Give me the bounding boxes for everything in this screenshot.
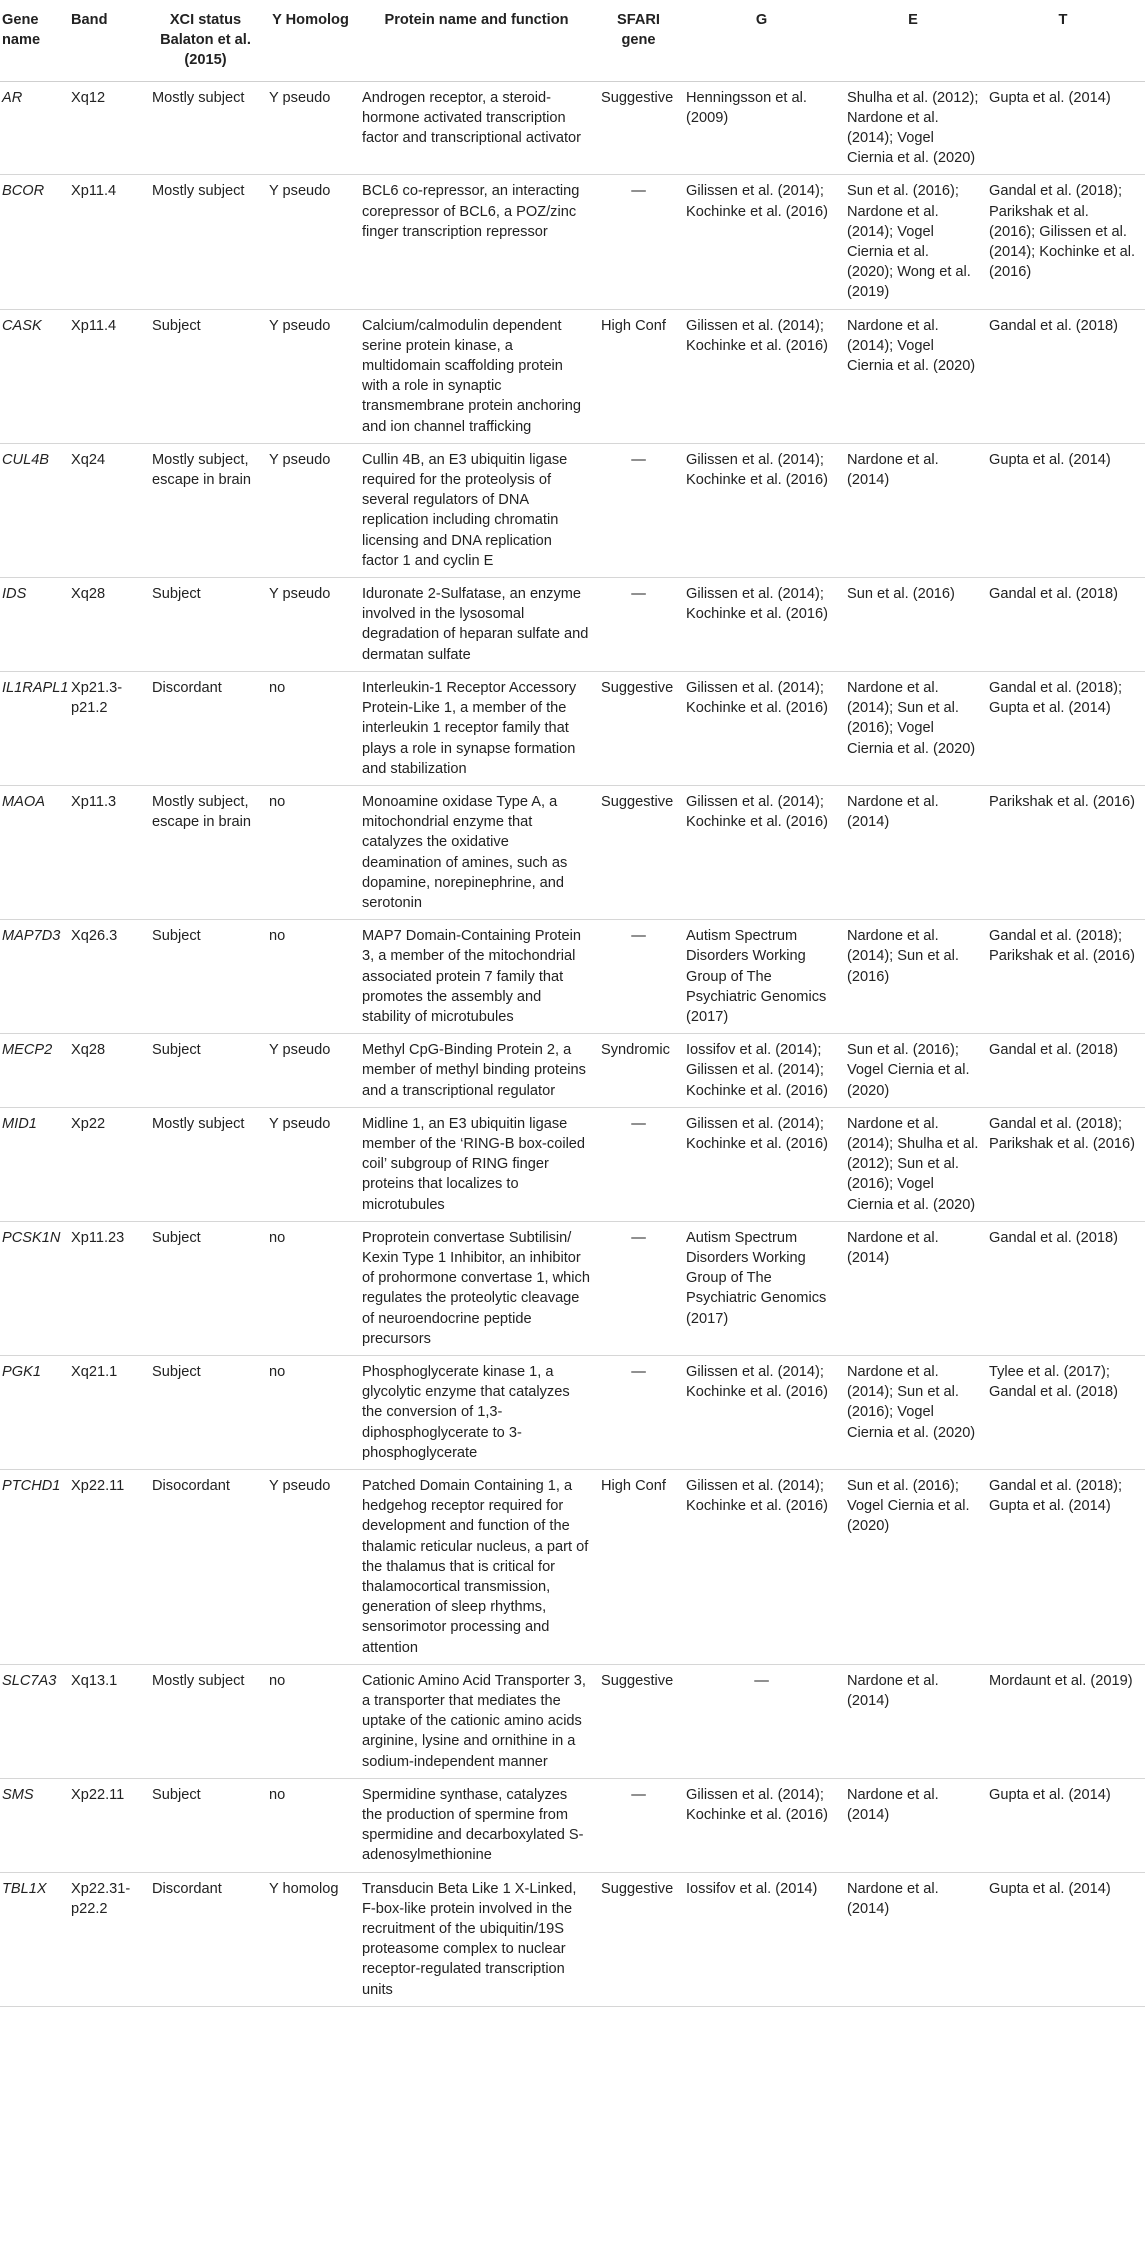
cell-t: Gandal et al. (2018); Parikshak et al. (2016) bbox=[989, 1115, 1136, 1152]
cell-gene-name: BCOR bbox=[2, 183, 45, 200]
cell-y-homolog: Y homolog bbox=[269, 1880, 339, 1897]
cell-g: Iossifov et al. (2014) bbox=[686, 1880, 818, 1897]
cell-y-homolog: no bbox=[269, 1672, 286, 1689]
cell-t: Gupta et al. (2014) bbox=[989, 1880, 1111, 1897]
header-xci-status: XCI status Balaton et al. (2015) bbox=[160, 12, 251, 69]
cell-t: Gandal et al. (2018); Parikshak et al. (2016); Gilissen et al. (2014); Kochinke et al. (2016) bbox=[989, 183, 1136, 281]
cell-t: Gupta et al. (2014) bbox=[989, 451, 1111, 468]
cell-protein-function: Midline 1, an E3 ubiquitin ligase member of the ‘RING-B box-coiled coil’ subgroup of RING finger proteins that localizes to microtubules bbox=[362, 1115, 586, 1213]
cell-e: Nardone et al. (2014); Sun et al. (2016); Vogel Ciernia et al. (2020) bbox=[847, 1363, 976, 1441]
cell-g: Henningsson et al. (2009) bbox=[686, 89, 807, 126]
cell-sfari-gene: — bbox=[631, 586, 646, 603]
cell-e: Sun et al. (2016) bbox=[847, 586, 955, 603]
header-e: E bbox=[908, 12, 918, 28]
cell-protein-function: MAP7 Domain-Containing Protein 3, a member of the mitochondrial associated protein 7 family that promotes the assembly and stability of microtubules bbox=[362, 928, 582, 1025]
cell-sfari-gene: Syndromic bbox=[601, 1042, 670, 1059]
cell-protein-function: Proprotein convertase Subtilisin/ Kexin Type 1 Inhibitor, an inhibitor of prohormone convertase 1, which regulates the proteolytic cleavage of neuroendocrine peptide precursors bbox=[362, 1229, 590, 1347]
cell-t: Gupta et al. (2014) bbox=[989, 89, 1111, 106]
cell-t: Gandal et al. (2018); Parikshak et al. (2016) bbox=[989, 928, 1136, 965]
cell-e: Shulha et al. (2012); Nardone et al. (2014); Vogel Ciernia et al. (2020) bbox=[847, 89, 979, 167]
cell-g: Autism Spectrum Disorders Working Group of The Psychiatric Genomics (2017) bbox=[686, 1229, 827, 1327]
cell-xci-status: Discordant bbox=[152, 1880, 222, 1897]
cell-gene-name: MECP2 bbox=[2, 1042, 53, 1059]
cell-gene-name: PGK1 bbox=[2, 1363, 41, 1380]
cell-gene-name: TBL1X bbox=[2, 1880, 47, 1897]
cell-t: Gandal et al. (2018); Gupta et al. (2014) bbox=[989, 1478, 1123, 1515]
table-header bbox=[0, 0, 1145, 81]
header-row bbox=[0, 0, 1145, 81]
table-row bbox=[0, 785, 1145, 919]
cell-sfari-gene: Suggestive bbox=[601, 679, 674, 696]
cell-xci-status: Subject bbox=[152, 317, 201, 334]
cell-xci-status: Mostly subject bbox=[152, 1115, 245, 1132]
cell-e: Sun et al. (2016); Nardone et al. (2014); Vogel Ciernia et al. (2020); Wong et al. (2019) bbox=[847, 183, 971, 301]
cell-g: Gilissen et al. (2014); Kochinke et al. (2016) bbox=[686, 1363, 828, 1401]
cell-xci-status: Subject bbox=[152, 1363, 201, 1380]
table-row bbox=[0, 1355, 1145, 1469]
cell-gene-name: PCSK1N bbox=[2, 1229, 61, 1246]
cell-e: Nardone et al. (2014); Shulha et al. (2012); Sun et al. (2016); Vogel Ciernia et al. (2020) bbox=[847, 1115, 979, 1213]
cell-xci-status: Subject bbox=[152, 1786, 201, 1803]
table-row bbox=[0, 1778, 1145, 1872]
cell-e: Nardone et al. (2014); Sun et al. (2016) bbox=[847, 928, 959, 985]
cell-band: Xp22 bbox=[71, 1115, 106, 1132]
table-row bbox=[0, 578, 1145, 672]
cell-t: Gandal et al. (2018) bbox=[989, 586, 1118, 603]
cell-gene-name: SLC7A3 bbox=[2, 1672, 57, 1689]
cell-e: Nardone et al. (2014) bbox=[847, 451, 939, 489]
cell-sfari-gene: — bbox=[631, 928, 646, 945]
cell-band: Xq26.3 bbox=[71, 928, 118, 945]
cell-y-homolog: no bbox=[269, 1786, 286, 1803]
header-g: G bbox=[755, 12, 768, 28]
cell-gene-name: CUL4B bbox=[2, 451, 50, 468]
cell-e: Sun et al. (2016); Vogel Ciernia et al. (2020) bbox=[847, 1042, 970, 1099]
table-row bbox=[0, 1221, 1145, 1355]
cell-protein-function: Methyl CpG-Binding Protein 2, a member of methyl binding proteins and a transcriptional regulator bbox=[362, 1042, 586, 1099]
cell-band: Xq28 bbox=[71, 586, 106, 603]
cell-e: Nardone et al. (2014) bbox=[847, 1880, 939, 1917]
cell-gene-name: IDS bbox=[2, 586, 27, 603]
cell-band: Xp22.11 bbox=[71, 1478, 125, 1494]
cell-e: Nardone et al. (2014) bbox=[847, 1786, 939, 1824]
cell-gene-name: IL1RAPL1 bbox=[2, 679, 69, 696]
cell-y-homolog: Y pseudo bbox=[269, 1042, 331, 1059]
table-row bbox=[0, 1872, 1145, 2006]
table-row bbox=[0, 671, 1145, 785]
cell-y-homolog: no bbox=[269, 1229, 286, 1246]
cell-band: Xp11.3 bbox=[71, 793, 117, 810]
cell-band: Xp11.4 bbox=[71, 183, 117, 200]
cell-y-homolog: Y pseudo bbox=[269, 586, 331, 603]
cell-sfari-gene: Suggestive bbox=[601, 793, 674, 810]
cell-t: Tylee et al. (2017); Gandal et al. (2018) bbox=[989, 1363, 1118, 1401]
cell-sfari-gene: Suggestive bbox=[601, 1672, 674, 1689]
cell-t: Gandal et al. (2018) bbox=[989, 1229, 1118, 1246]
cell-gene-name: MAOA bbox=[2, 793, 45, 810]
cell-xci-status: Mostly subject bbox=[152, 183, 245, 200]
cell-gene-name: AR bbox=[2, 89, 23, 106]
table-row bbox=[0, 1470, 1145, 1665]
cell-sfari-gene: — bbox=[631, 183, 646, 200]
cell-t: Parikshak et al. (2016) bbox=[989, 793, 1136, 810]
cell-sfari-gene: — bbox=[631, 1115, 646, 1132]
cell-sfari-gene: High Conf bbox=[601, 317, 666, 334]
cell-t: Mordaunt et al. (2019) bbox=[989, 1672, 1133, 1689]
cell-xci-status: Subject bbox=[152, 1229, 201, 1246]
cell-t: Gandal et al. (2018); Gupta et al. (2014) bbox=[989, 679, 1123, 717]
cell-gene-name: MID1 bbox=[2, 1115, 37, 1132]
cell-protein-function: Cullin 4B, an E3 ubiquitin ligase required for the proteolysis of several regulators of DNA replication including chromatin licensing and DNA replication factor 1 and cyclin E bbox=[362, 451, 568, 569]
cell-t: Gandal et al. (2018) bbox=[989, 1042, 1118, 1059]
cell-g: Gilissen et al. (2014); Kochinke et al. (2016) bbox=[686, 183, 828, 220]
cell-protein-function: Calcium/calmodulin dependent serine protein kinase, a multidomain scaffolding protein with a role in synaptic transmembrane protein anchoring and ion channel trafficking bbox=[362, 317, 582, 435]
cell-protein-function: Cationic Amino Acid Transporter 3, a transporter that mediates the uptake of the cationic amino acids arginine, lysine and ornithine in a sodium-independent manner bbox=[362, 1672, 586, 1770]
cell-y-homolog: no bbox=[269, 679, 286, 696]
table-row bbox=[0, 81, 1145, 175]
cell-xci-status: Mostly subject bbox=[152, 1672, 245, 1689]
cell-band: Xp22.31-p22.2 bbox=[71, 1880, 131, 1917]
cell-g: Gilissen et al. (2014); Kochinke et al. (2016) bbox=[686, 451, 828, 489]
cell-band: Xq12 bbox=[71, 89, 106, 106]
cell-g: Gilissen et al. (2014); Kochinke et al. (2016) bbox=[686, 793, 828, 831]
header-t: T bbox=[1058, 12, 1068, 28]
cell-y-homolog: Y pseudo bbox=[269, 451, 331, 468]
cell-xci-status: Mostly subject, escape in brain bbox=[152, 451, 251, 489]
cell-y-homolog: Y pseudo bbox=[269, 1115, 331, 1132]
cell-protein-function: Androgen receptor, a steroid-hormone activated transcription factor and transcriptional activator bbox=[362, 89, 582, 147]
cell-sfari-gene: Suggestive bbox=[601, 1880, 674, 1897]
table-body bbox=[0, 81, 1145, 2006]
cell-sfari-gene: — bbox=[631, 1229, 646, 1246]
cell-sfari-gene: High Conf bbox=[601, 1478, 666, 1494]
cell-g: Gilissen et al. (2014); Kochinke et al. (2016) bbox=[686, 586, 828, 623]
cell-y-homolog: Y pseudo bbox=[269, 1478, 331, 1494]
cell-gene-name: SMS bbox=[2, 1786, 34, 1803]
cell-e: Sun et al. (2016); Vogel Ciernia et al. (2020) bbox=[847, 1478, 970, 1535]
cell-y-homolog: no bbox=[269, 928, 286, 945]
table-row bbox=[0, 443, 1145, 577]
cell-e: Nardone et al. (2014); Sun et al. (2016); Vogel Ciernia et al. (2020) bbox=[847, 679, 976, 757]
cell-sfari-gene: Suggestive bbox=[601, 89, 674, 106]
cell-gene-name: PTCHD1 bbox=[2, 1478, 61, 1494]
cell-t: Gandal et al. (2018) bbox=[989, 317, 1118, 334]
table-row bbox=[0, 1034, 1145, 1108]
cell-gene-name: CASK bbox=[2, 317, 42, 334]
cell-protein-function: Transducin Beta Like 1 X-Linked, F-box-like protein involved in the recruitment of the ubiquitin/19S proteasome complex to nuclear receptor-regulated transcription units bbox=[362, 1880, 577, 1998]
cell-g: Gilissen et al. (2014); Kochinke et al. (2016) bbox=[686, 679, 828, 717]
cell-g: Autism Spectrum Disorders Working Group of The Psychiatric Genomics (2017) bbox=[686, 928, 827, 1025]
cell-e: Nardone et al. (2014); Vogel Ciernia et al. (2020) bbox=[847, 317, 976, 375]
cell-protein-function: Phosphoglycerate kinase 1, a glycolytic enzyme that catalyzes the conversion of 1,3-diphosphoglycerate to 3-phosphoglycerate bbox=[362, 1363, 570, 1461]
cell-xci-status: Disocordant bbox=[152, 1478, 230, 1494]
table-row bbox=[0, 175, 1145, 309]
table-row bbox=[0, 1107, 1145, 1221]
cell-g: Gilissen et al. (2014); Kochinke et al. (2016) bbox=[686, 1115, 828, 1152]
cell-sfari-gene: — bbox=[631, 1786, 646, 1803]
cell-y-homolog: no bbox=[269, 793, 286, 810]
cell-xci-status: Subject bbox=[152, 1042, 201, 1059]
cell-g: — bbox=[754, 1672, 769, 1689]
cell-g: Gilissen et al. (2014); Kochinke et al. (2016) bbox=[686, 317, 828, 354]
cell-xci-status: Mostly subject, escape in brain bbox=[152, 793, 251, 831]
cell-xci-status: Discordant bbox=[152, 679, 222, 696]
header-y-homolog: Y Homolog bbox=[272, 12, 349, 28]
cell-e: Nardone et al. (2014) bbox=[847, 1229, 939, 1266]
cell-band: Xq13.1 bbox=[71, 1672, 118, 1689]
cell-y-homolog: Y pseudo bbox=[269, 183, 331, 200]
cell-e: Nardone et al. (2014) bbox=[847, 1672, 939, 1710]
cell-g: Gilissen et al. (2014); Kochinke et al. (2016) bbox=[686, 1786, 828, 1824]
cell-xci-status: Subject bbox=[152, 928, 201, 945]
cell-xci-status: Mostly subject bbox=[152, 89, 245, 106]
cell-sfari-gene: — bbox=[631, 1363, 646, 1380]
header-band: Band bbox=[71, 12, 108, 28]
header-protein-function: Protein name and function bbox=[384, 12, 569, 28]
cell-band: Xp11.23 bbox=[71, 1229, 125, 1246]
cell-protein-function: BCL6 co-repressor, an interacting corepressor of BCL6, a POZ/zinc finger transcription repressor bbox=[362, 183, 580, 240]
cell-band: Xq21.1 bbox=[71, 1363, 118, 1380]
cell-y-homolog: Y pseudo bbox=[269, 317, 331, 334]
table-row bbox=[0, 1664, 1145, 1778]
cell-g: Iossifov et al. (2014); Gilissen et al. (2014); Kochinke et al. (2016) bbox=[686, 1042, 828, 1099]
cell-band: Xq24 bbox=[71, 451, 106, 468]
cell-band: Xq28 bbox=[71, 1042, 106, 1059]
cell-protein-function: Spermidine synthase, catalyzes the production of spermine from spermidine and decarboxylated S-adenosylmethionine bbox=[362, 1786, 584, 1864]
cell-band: Xp11.4 bbox=[71, 317, 117, 334]
header-gene-name: Gene name bbox=[2, 12, 41, 49]
table-row bbox=[0, 920, 1145, 1034]
table-row bbox=[0, 309, 1145, 443]
cell-band: Xp22.11 bbox=[71, 1786, 125, 1803]
cell-g: Gilissen et al. (2014); Kochinke et al. (2016) bbox=[686, 1478, 828, 1515]
cell-band: Xp21.3-p21.2 bbox=[71, 679, 123, 717]
cell-y-homolog: Y pseudo bbox=[269, 89, 331, 106]
cell-y-homolog: no bbox=[269, 1363, 286, 1380]
cell-xci-status: Subject bbox=[152, 586, 201, 603]
cell-protein-function: Monoamine oxidase Type A, a mitochondrial enzyme that catalyzes the oxidative deamination of amines, such as dopamine, norepinephrine, and serotonin bbox=[362, 793, 568, 911]
cell-protein-function: Interleukin-1 Receptor Accessory Protein-Like 1, a member of the interleukin 1 receptor family that plays a role in synapse formation and stabilization bbox=[362, 679, 577, 777]
cell-gene-name: MAP7D3 bbox=[2, 928, 61, 945]
cell-protein-function: Patched Domain Containing 1, a hedgehog receptor required for development and function of the thalamic reticular nucleus, a part of the thalamus that is critical for thalamocortical transmission, generation of sleep rhythms, sensorimotor processing and attention bbox=[362, 1478, 589, 1656]
cell-t: Gupta et al. (2014) bbox=[989, 1786, 1111, 1803]
cell-e: Nardone et al. (2014) bbox=[847, 793, 939, 831]
cell-sfari-gene: — bbox=[631, 451, 646, 468]
cell-protein-function: Iduronate 2-Sulfatase, an enzyme involved in the lysosomal degradation of heparan sulfate and dermatan sulfate bbox=[362, 586, 589, 663]
header-sfari-gene: SFARI gene bbox=[617, 12, 660, 49]
